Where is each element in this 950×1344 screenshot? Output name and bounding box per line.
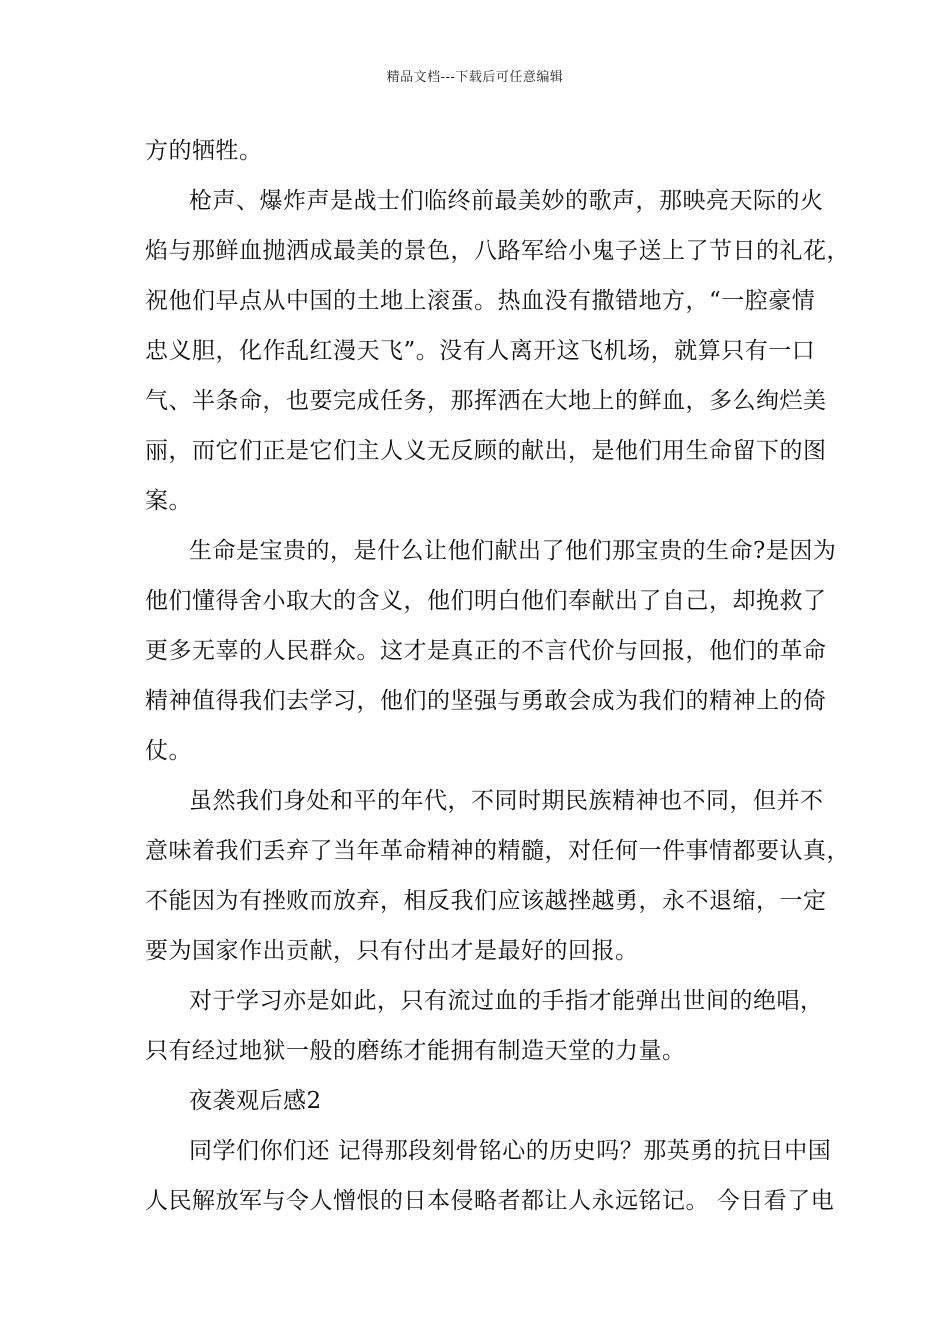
page-header: 精品文档---下载后可任意编辑 — [386, 70, 564, 85]
text-line: 不能因为有挫败而放弃，相反我们应该越挫越勇，永不退缩，一定 — [145, 888, 827, 914]
text-line: 意味着我们丢弃了当年革命精神的精髓，对任何一件事情都要认真， — [145, 838, 850, 864]
text-line: 祝他们早点从中国的土地上滚蛋。热血没有撒错地方，“一腔豪情 — [145, 288, 816, 314]
text-line: 焰与那鲜血抛洒成最美的景色，八路军给小鬼子送上了节日的礼花， — [145, 238, 850, 264]
text-line: 方的牺牲。 — [145, 138, 263, 164]
text-line: 要为国家作出贡献，只有付出才是最好的回报。 — [145, 938, 639, 964]
paragraph-start: 生命是宝贵的，是什么让他们献出了他们那宝贵的生命?是因为 — [189, 538, 837, 564]
text-line: 案。 — [145, 488, 192, 514]
text-line: 他们懂得舍小取大的含义，他们明白他们奉献出了自己，却挽救了 — [145, 588, 827, 614]
section-heading: 夜袭观后感2 — [189, 1088, 322, 1114]
text-line: 气、半条命，也要完成任务，那挥洒在大地上的鲜血，多么绚烂美 — [145, 388, 827, 414]
text-line: 仗。 — [145, 738, 192, 764]
paragraph-start: 对于学习亦是如此，只有流过血的手指才能弹出世间的绝唱， — [189, 988, 824, 1014]
text-line: 人民解放军与令人憎恨的日本侵略者都让人永远铭记。 今日看了电 — [145, 1188, 835, 1214]
paragraph-start: 枪声、爆炸声是战士们临终前最美妙的歌声，那映亮天际的火 — [189, 188, 824, 214]
text-line: 精神值得我们去学习，他们的坚强与勇敢会成为我们的精神上的倚 — [145, 688, 827, 714]
text-line: 忠义胆，化作乱红漫天飞”。没有人离开这飞机场，就算只有一口 — [145, 338, 816, 364]
paragraph-start: 同学们你们还 记得那段刻骨铭心的历史吗？那英勇的抗日中国 — [189, 1138, 832, 1164]
text-line: 丽，而它们正是它们主人义无反顾的献出，是他们用生命留下的图 — [145, 438, 827, 464]
text-line: 更多无辜的人民群众。这才是真正的不言代价与回报，他们的革命 — [145, 638, 827, 664]
text-line: 只有经过地狱一般的磨练才能拥有制造天堂的力量。 — [145, 1038, 686, 1064]
paragraph-start: 虽然我们身处和平的年代，不同时期民族精神也不同，但并不 — [189, 788, 824, 814]
